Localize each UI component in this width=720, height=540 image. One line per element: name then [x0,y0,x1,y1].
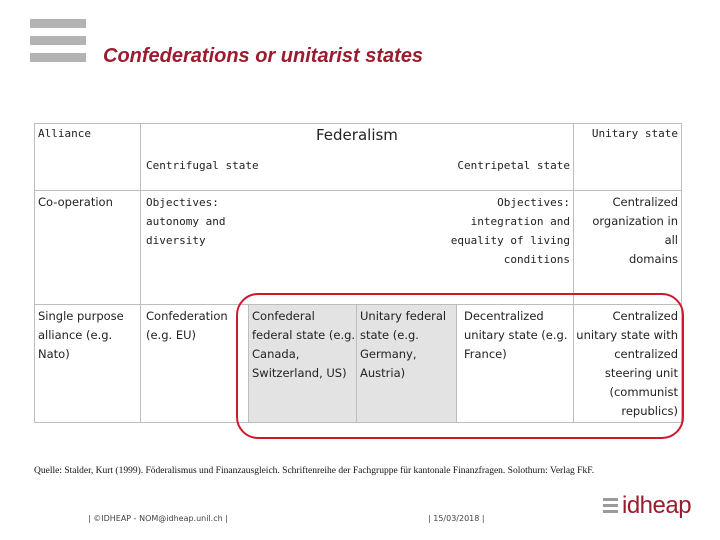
source-citation: Quelle: Stalder, Kurt (1999). Föderalismus und Finanzausgleich. Schriftenreihe der Fachgruppe für kantonale Finanzfragen. Solothurn: Verlag FkF. [34,466,595,476]
co-operation-label: Co-operation [38,195,113,209]
footer-date: | 15/03/2018 | [428,514,485,523]
federalism-header: Federalism [316,126,398,144]
menu-icon [30,19,86,75]
highlight-frame [236,293,684,439]
objectives-integration: Objectives: integration and equality of living conditions [450,196,570,266]
logo-bars-icon [603,498,618,516]
centralized-organization: Centralized organization in all domains [592,195,678,266]
confederation-cell: Confederation (e.g. EU) [146,309,228,342]
objectives-autonomy: Objectives: autonomy and diversity [146,196,226,247]
single-purpose-alliance: Single purpose alliance (e.g. Nato) [38,309,124,361]
centripetal-header: Centripetal state [457,159,570,172]
confederal-federal-state-cell: Confederal federal state (e.g. Canada, Switzerland, US) [252,309,356,380]
unitary-federal-state-cell: Unitary federal state (e.g. Germany, Austria) [360,309,447,380]
footer-contact: | ©IDHEAP - NOM@idheap.unil.ch | [88,514,228,523]
unitary-state-header: Unitary state [591,127,678,140]
logo-text: idheap [622,492,692,519]
idheap-logo [603,492,692,524]
slide-title: Confederations or unitarist states [103,45,424,67]
centralized-unitary-state-cell: Centralized unitary state with centralized steering unit (communist republics) [576,309,678,418]
decentralized-unitary-state-cell: Decentralized unitary state (e.g. France) [464,309,568,361]
centrifugal-header: Centrifugal state [146,159,259,172]
alliance-header: Alliance [38,127,91,140]
